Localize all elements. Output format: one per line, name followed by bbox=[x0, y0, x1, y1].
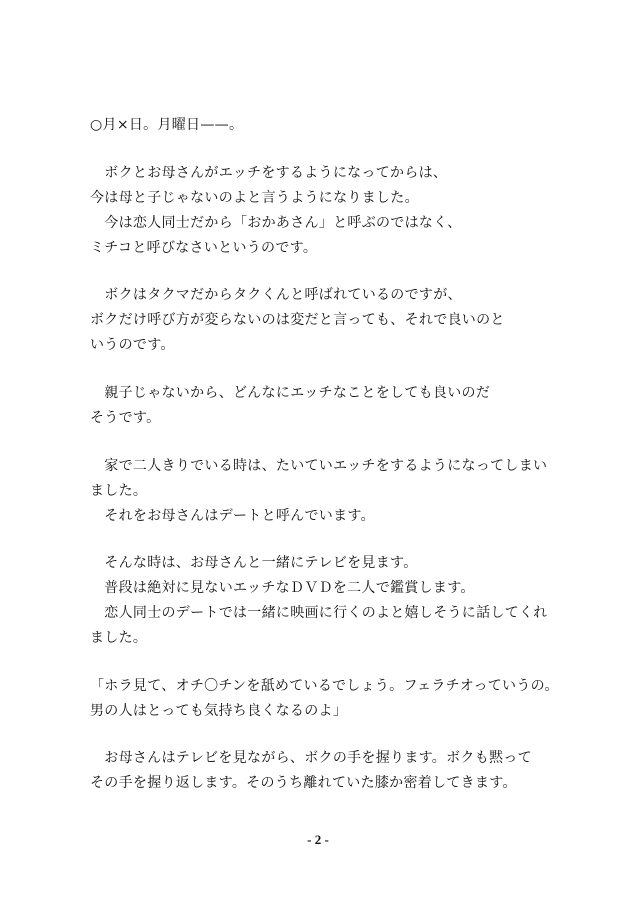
text-line: ミチコと呼びなさいというのです。 bbox=[90, 240, 318, 256]
page-number: - 2 - bbox=[307, 832, 329, 847]
text-line: 今は母と子じゃないのよと言うようになりました。 bbox=[90, 190, 419, 206]
text-line: ボクとお母さんがエッチをするようになってからは、 bbox=[90, 165, 448, 181]
text-line: ました。 bbox=[90, 483, 148, 499]
text-line: そうです。 bbox=[90, 410, 161, 426]
text-line: その手を握り返します。そのうち離れていた膝か密着してきます。 bbox=[90, 775, 517, 791]
text-line: ○月×日。月曜日——。 bbox=[90, 117, 244, 133]
text-line: 男の人はとっても気持ち良くなるのよ」 bbox=[90, 703, 348, 719]
text-line: 今は恋人同士だから「おかあさん」と呼ぶのではなく、 bbox=[90, 215, 462, 231]
text-line: 「ホラ見て、オチ〇チンを舐めているでしょう。フェラチオっていうの。 bbox=[90, 678, 559, 694]
text-line: ボクはタクマだからタクくんと呼ばれているのですが、 bbox=[90, 287, 462, 303]
text-line: ました。 bbox=[90, 630, 148, 646]
text-line: そんな時は、お母さんと一緒にテレビを見ます。 bbox=[90, 555, 418, 571]
text-line: 恋人同士のデートでは一緒に映画に行くのよと嬉しそうに話してくれ bbox=[90, 605, 548, 621]
text-line: お母さんはテレビを見ながら、ボクの手を握ります。ボクも黙って bbox=[90, 750, 532, 766]
text-line: 親子じゃないから、どんなにエッチなことをしても良いのだ bbox=[90, 385, 491, 401]
text-line: 家で二人きりでいる時は、たいていエッチをするようになってしまい bbox=[90, 458, 548, 474]
text-line: 普段は絶対に見ないエッチなＤＶＤを二人で鑑賞します。 bbox=[90, 580, 475, 596]
text-line: いうのです。 bbox=[90, 337, 175, 353]
text-line: それをお母さんはデートと呼んでいます。 bbox=[90, 508, 375, 524]
text-line: ボクだけ呼び方が変らないのは変だと言っても、それで良いのと bbox=[90, 312, 505, 328]
